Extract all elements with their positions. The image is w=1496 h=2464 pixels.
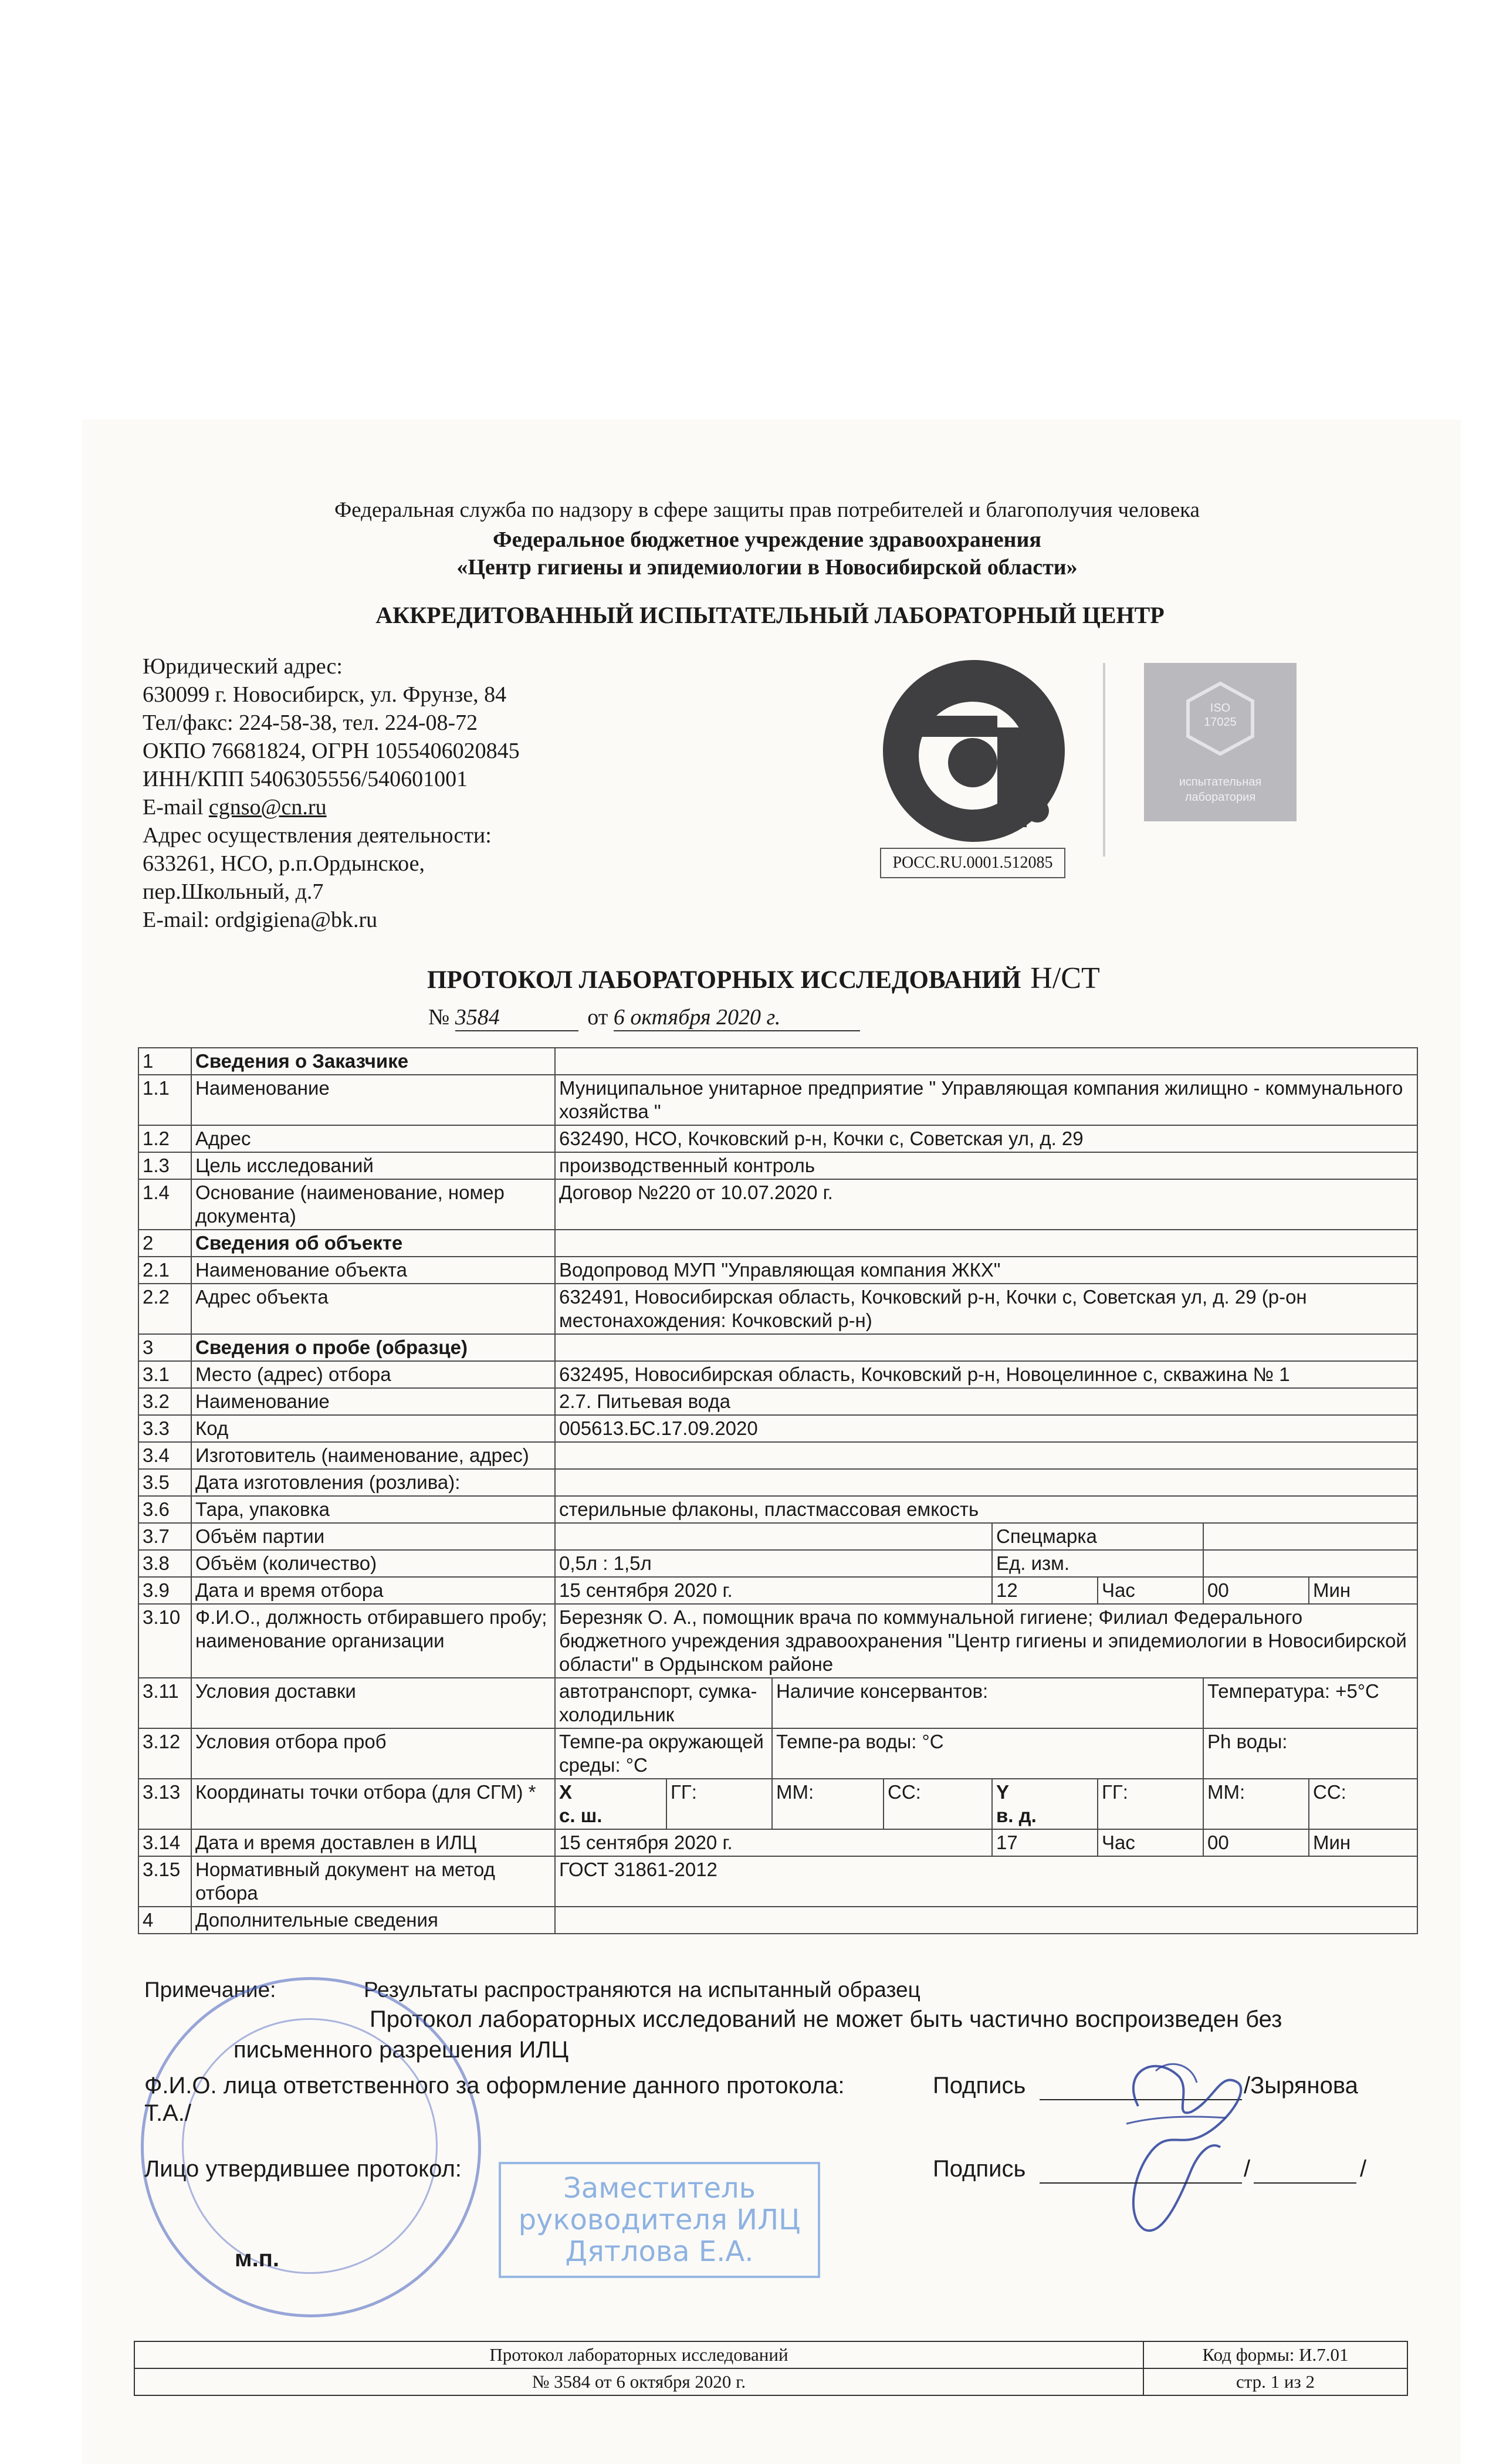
note-label: Примечание:: [144, 1978, 276, 2002]
email-line: E-mail cgnso@cn.ru: [143, 795, 327, 820]
table-row: 1.3 Цель исследований производственный контроль: [138, 1152, 1417, 1179]
iso-17025-logo: ISO 17025 испытательная лаборатория: [1144, 663, 1297, 821]
table-row: 3.15 Нормативный документ на метод отбора ГОСТ 31861-2012: [138, 1856, 1417, 1907]
table-row: 3.5 Дата изготовления (розлива):: [138, 1469, 1417, 1496]
round-seal-inner: [182, 2018, 438, 2274]
mp-label: м.п.: [235, 2246, 279, 2272]
responsible-name: /Зырянова: [1244, 2073, 1358, 2099]
protocol-number-line: № 3584 от 6 октября 2020 г.: [428, 1004, 860, 1031]
table-row: 3.8 Объём (количество) 0,5л : 1,5л Ед. изм.: [138, 1550, 1417, 1577]
table-row: 3.14 Дата и время доставлен в ИЛЦ 15 сентября 2020 г. 17 Час 00 Мин: [138, 1829, 1417, 1856]
protocol-table: [138, 1047, 1418, 1934]
table-row: 3.11 Условия доставки автотранспорт, сумка-холодильник Наличие консервантов: Температура: +5°C: [138, 1678, 1417, 1728]
email-link[interactable]: cgnso@cn.ru: [208, 795, 327, 820]
accreditation-number: POCC.RU.0001.512085: [880, 848, 1065, 878]
approval-stamp: Заместитель руководителя ИЛЦ Дятлова Е.А.: [499, 2162, 820, 2278]
table-row: 3.10 Ф.И.О., должность отбиравшего пробу; наименование организации Березняк О. А., помощник врача по коммунальной гигиене; Филиал Федерального бюджетного учреждения здравоохранения "Центр гигиены и эпидемиологии в Новосибирской области" в Ордынском районе: [138, 1604, 1417, 1678]
okpo-ogrn: ОКПО 76681824, ОГРН 1055406020845: [143, 739, 520, 763]
approver-signature-line: [1040, 2182, 1242, 2184]
signature-label-2: Подпись: [933, 2156, 1026, 2182]
table-row: 3 Сведения о пробе (образце): [138, 1334, 1417, 1361]
table-row: 3.6 Тара, упаковка стерильные флаконы, пластмассовая емкость: [138, 1496, 1417, 1523]
inn-kpp: ИНН/КПП 5406305556/540601001: [143, 767, 468, 791]
table-row: 3.3 Код 005613.БС.17.09.2020: [138, 1415, 1417, 1442]
note-line-1: Результаты распространяются на испытанный образец: [364, 1978, 920, 2002]
protocol-date: 6 октября 2020 г.: [614, 1004, 860, 1031]
logo-divider: [1103, 663, 1105, 857]
table-row: 1 Сведения о Заказчике: [138, 1048, 1417, 1075]
protocol-number: 3584: [455, 1004, 578, 1031]
table-row: 1.1 Наименование Муниципальное унитарное предприятие " Управляющая компания жилищно - коммунального хозяйства ": [138, 1075, 1417, 1125]
approver-name-line: [1254, 2182, 1356, 2184]
activity-address-label: Адрес осуществления деятельности:: [143, 823, 492, 848]
accreditation-logo-icon: [880, 657, 1068, 845]
header-center-name: «Центр гигиены и эпидемиологии в Новосибирской области»: [456, 555, 1078, 580]
table-row: 3.7 Объём партии Спецмарка: [138, 1523, 1417, 1550]
legal-address: 630099 г. Новосибирск, ул. Фрунзе, 84: [143, 682, 507, 707]
protocol-title: ПРОТОКОЛ ЛАБОРАТОРНЫХ ИССЛЕДОВАНИЙ Н/СТ: [427, 962, 1100, 995]
handwritten-signature-icon: [1103, 2036, 1261, 2247]
responsible-label: Ф.И.О. лица ответственного за оформление данного протокола:: [144, 2073, 845, 2099]
footer-row: № 3584 от 6 октября 2020 г. стр. 1 из 2: [134, 2368, 1407, 2395]
activity-email: E-mail: ordgigiena@bk.ru: [143, 908, 378, 932]
legal-address-label: Юридический адрес:: [143, 654, 343, 679]
activity-address-2: пер.Школьный, д.7: [143, 879, 324, 904]
activity-address-1: 633261, НСО, р.п.Ордынское,: [143, 851, 425, 876]
footer-row: Протокол лабораторных исследований Код формы: И.7.01: [134, 2341, 1407, 2368]
table-row: 3.12 Условия отбора проб Темпе-ра окружающей среды: °C Темпе-ра воды: °C Ph воды:: [138, 1728, 1417, 1779]
table-row: 3.1 Место (адрес) отбора 632495, Новосибирская область, Кочковский р-н, Новоцелинное с, скважина № 1: [138, 1361, 1417, 1388]
protocol-suffix: Н/СТ: [1030, 962, 1100, 995]
address-block: [143, 652, 520, 934]
header-lab-title: АККРЕДИТОВАННЫЙ ИСПЫТАТЕЛЬНЫЙ ЛАБОРАТОРНЫЙ ЦЕНТР: [375, 602, 1165, 628]
table-row: 2.1 Наименование объекта Водопровод МУП "Управляющая компания ЖКХ": [138, 1257, 1417, 1284]
approver-label: Лицо утвердившее протокол:: [144, 2156, 462, 2182]
table-row: 3.4 Изготовитель (наименование, адрес): [138, 1442, 1417, 1469]
footer-table: [134, 2341, 1408, 2396]
table-row: 4 Дополнительные сведения: [138, 1907, 1417, 1934]
table-row: 2.2 Адрес объекта 632491, Новосибирская область, Кочковский р-н, Кочки с, Советская ул, д. 29 (р-он местонахождения: Кочковский р-н): [138, 1284, 1417, 1334]
signature-label: Подпись: [933, 2073, 1026, 2099]
table-row: 3.2 Наименование 2.7. Питьевая вода: [138, 1388, 1417, 1415]
note-line-2: Протокол лабораторных исследований не может быть частично воспроизведен без: [370, 2006, 1282, 2032]
table-row: 3.13 Координаты точки отбора (для СГМ) * X с. ш. ГГ: ММ: СС: Y в. д. ГГ: ММ: СС:: [138, 1779, 1417, 1829]
responsible-name-cont: Т.А./: [144, 2100, 192, 2126]
header-institution: Федеральное бюджетное учреждение здравоохранения: [493, 527, 1041, 552]
phone-fax: Тел/факс: 224-58-38, тел. 224-08-72: [143, 710, 478, 735]
table-row: 1.2 Адрес 632490, НСО, Кочковский р-н, Кочки с, Советская ул, д. 29: [138, 1125, 1417, 1152]
table-row: 3.9 Дата и время отбора 15 сентября 2020 г. 12 Час 00 Мин: [138, 1577, 1417, 1604]
table-row: 2 Сведения об объекте: [138, 1230, 1417, 1257]
header-agency: Федеральная служба по надзору в сфере защиты прав потребителей и благополучия человека: [334, 498, 1200, 522]
note-line-3: письменного разрешения ИЛЦ: [233, 2037, 569, 2063]
table-row: 1.4 Основание (наименование, номер документа) Договор №220 от 10.07.2020 г.: [138, 1179, 1417, 1230]
